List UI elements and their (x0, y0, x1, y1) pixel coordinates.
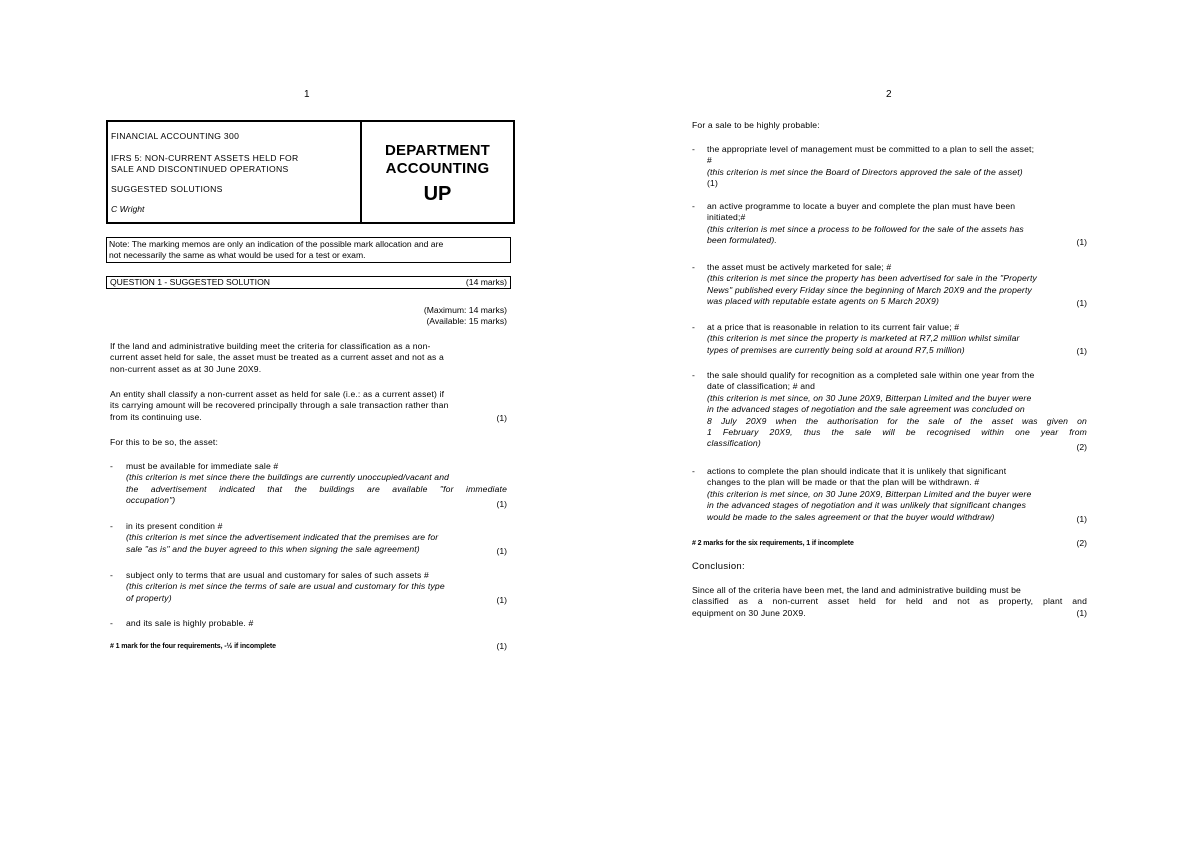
text-line: date of classification; # and (707, 381, 816, 392)
text-line: at a price that is reasonable in relation to its current fair value; # (707, 322, 960, 332)
text-line: (this criterion is met since there the buildings are currently unoccupied/vacant and (126, 472, 450, 483)
text-line: (this criterion is met since the property has been advertised for sale in the "Property (707, 273, 1037, 284)
criterion-2-mark: (1) (1076, 237, 1087, 247)
text-line: # (707, 155, 712, 166)
text-line: 1 February 20X9, thus the sale will be recognised within one year from (707, 427, 1087, 438)
text-line: equipment on 30 June 20X9. (692, 607, 806, 618)
conclusion-title: Conclusion: (692, 561, 745, 572)
intro-text: For a sale to be highly probable: (692, 120, 820, 130)
criterion-4-mark: (1) (1076, 346, 1087, 356)
document-type: SUGGESTED SOLUTIONS (111, 184, 223, 194)
maximum-marks: (Maximum: 14 marks) (423, 305, 507, 315)
footnote: # 1 mark for the four requirements, -½ if incomplete (110, 643, 276, 650)
author: C Wright (111, 204, 145, 214)
text-line: initiated;# (707, 212, 746, 223)
department-line-2: ACCOUNTING (385, 160, 490, 177)
text-line: was placed with reputable estate agents on 5 March 20X9) (707, 296, 939, 307)
requirement-4: and its sale is highly probable. # (126, 618, 254, 628)
text-line: (this criterion is met since the terms of sale are usual and customary for this type (126, 581, 445, 592)
text-line: in its present condition # (126, 521, 223, 531)
question-title: QUESTION 1 - SUGGESTED SOLUTION (110, 277, 270, 287)
footnote-mark: (2) (1076, 538, 1087, 548)
text-line: classified as a non-current asset held for held and not as property, plant and (692, 596, 1087, 607)
paragraph-2 (110, 389, 507, 423)
text-line: sale "as is" and the buyer agreed to this when signing the sale agreement) (126, 543, 420, 554)
criterion-5-mark: (2) (1076, 442, 1087, 452)
bullet-dash: - (110, 570, 113, 580)
text-line: an active programme to locate a buyer and complete the plan must have been (707, 201, 1016, 211)
page-number: 2 (886, 89, 892, 100)
bullet-dash: - (692, 466, 695, 476)
bullet-dash: - (692, 262, 695, 272)
text-line: from its continuing use. (110, 411, 202, 422)
criterion-3 (707, 262, 1087, 308)
department-title (362, 142, 513, 178)
footnote: # 2 marks for the six requirements, 1 if incomplete (692, 540, 854, 547)
text-line: classification) (707, 438, 761, 449)
text-line: types of premises are currently being sold at around R7,5 million) (707, 344, 965, 355)
text-line: the asset must be actively marketed for sale; # (707, 262, 892, 272)
footnote-mark: (1) (496, 641, 507, 651)
topic-line-2: SALE AND DISCONTINUED OPERATIONS (111, 164, 289, 174)
text-line: (this criterion is met since the Board of Directors approved the sale of the asset) (707, 166, 1023, 177)
paragraph-2-mark: (1) (496, 413, 507, 423)
text-line: News" published every Friday since the beginning of March 20X9 and the property (707, 284, 1032, 295)
requirement-2-mark: (1) (496, 546, 507, 556)
available-marks: (Available: 15 marks) (426, 316, 507, 326)
text-line: changes to the plan will be made or that the plan will be withdrawn. # (707, 477, 980, 488)
text-line: 8 July 20X9 when the authorisation for the sale of the asset was given on (707, 415, 1087, 426)
text-line: the advertisement indicated that the buildings are available "for immediate (126, 483, 507, 494)
department-block (362, 122, 513, 222)
text-line: the sale should qualify for recognition as a completed sale within one year from the (707, 370, 1035, 380)
text-line: must be available for immediate sale # (126, 461, 279, 471)
requirement-1-mark: (1) (496, 499, 507, 509)
text-line: current asset held for sale, the asset must be treated as a current asset and not as a (110, 352, 444, 363)
paragraph-3: For this to be so, the asset: (110, 437, 219, 447)
text-line: its carrying amount will be recovered principally through a sale transaction rather than (110, 400, 449, 411)
criterion-2 (707, 201, 1087, 247)
institution-name: UP (423, 183, 452, 205)
text-line: been formulated). (707, 235, 777, 246)
bullet-dash: - (692, 370, 695, 380)
text-line: Since all of the criteria have been met, the land and administrative building must be (692, 585, 1021, 595)
bullet-dash: - (110, 618, 113, 628)
bullet-dash: - (110, 521, 113, 531)
criterion-3-mark: (1) (1076, 298, 1087, 308)
bullet-dash: - (110, 461, 113, 471)
page-number: 1 (304, 89, 310, 100)
text-line: of property) (126, 592, 172, 603)
requirement-3-mark: (1) (496, 595, 507, 605)
criterion-6-mark: (1) (1076, 514, 1087, 524)
question-header (106, 276, 511, 289)
text-line: If the land and administrative building meet the criteria for classification as a non- (110, 341, 431, 351)
marking-note (106, 237, 511, 263)
text-line: An entity shall classify a non-current asset as held for sale (i.e.: as a current asset) if (110, 389, 445, 399)
text-line: (this criterion is met since, on 30 June 20X9, Bitterpan Limited and the buyer were (707, 392, 1032, 403)
text-line: would be made to the sales agreement or that the buyer would withdraw) (707, 511, 995, 522)
text-line: (this criterion is met since a process to be followed for the sale of the assets has (707, 223, 1024, 234)
text-line: occupation") (126, 495, 176, 506)
page-2 (600, 0, 1200, 849)
text-line: actions to complete the plan should indicate that it is unlikely that significant (707, 466, 1007, 476)
criterion-6 (707, 466, 1087, 523)
note-line-2: not necessarily the same as what would be used for a test or exam. (109, 250, 366, 260)
conclusion-mark: (1) (1076, 608, 1087, 618)
criterion-5 (707, 370, 1087, 450)
text-line: subject only to terms that are usual and customary for sales of such assets # (126, 570, 429, 580)
department-line-1: DEPARTMENT (384, 142, 491, 159)
title-box (106, 120, 515, 224)
question-marks: (14 marks) (465, 277, 507, 287)
criterion-1-mark: (1) (707, 178, 718, 189)
course-name: FINANCIAL ACCOUNTING 300 (111, 131, 240, 141)
text-line: in the advanced stages of negotiation and it was unlikely that significant changes (707, 500, 1027, 511)
text-line: in the advanced stages of negotiation and the sale agreement was concluded on (707, 404, 1025, 415)
conclusion-text (692, 585, 1087, 619)
note-line-1: Note: The marking memos are only an indication of the possible mark allocation and are (109, 239, 444, 249)
course-info (108, 122, 362, 222)
bullet-dash: - (692, 201, 695, 211)
text-line: the appropriate level of management must be committed to a plan to sell the asset; (707, 144, 1035, 154)
requirement-3 (126, 570, 507, 604)
criterion-1 (707, 144, 1087, 190)
bullet-dash: - (692, 322, 695, 332)
bullet-dash: - (692, 144, 695, 154)
criterion-4 (707, 322, 1087, 356)
text-line: (this criterion is met since the property is marketed at R7,2 million whilst similar (707, 333, 1020, 344)
text-line: (this criterion is met since the advertisement indicated that the premises are for (126, 532, 439, 543)
text-line: (this criterion is met since, on 30 June 20X9, Bitterpan Limited and the buyer were (707, 488, 1032, 499)
requirement-1 (126, 461, 507, 507)
topic-line-1: IFRS 5: NON-CURRENT ASSETS HELD FOR (111, 153, 299, 163)
text-line: non-current asset as at 30 June 20X9. (110, 363, 262, 374)
requirement-2 (126, 521, 507, 555)
paragraph-1 (110, 341, 507, 375)
